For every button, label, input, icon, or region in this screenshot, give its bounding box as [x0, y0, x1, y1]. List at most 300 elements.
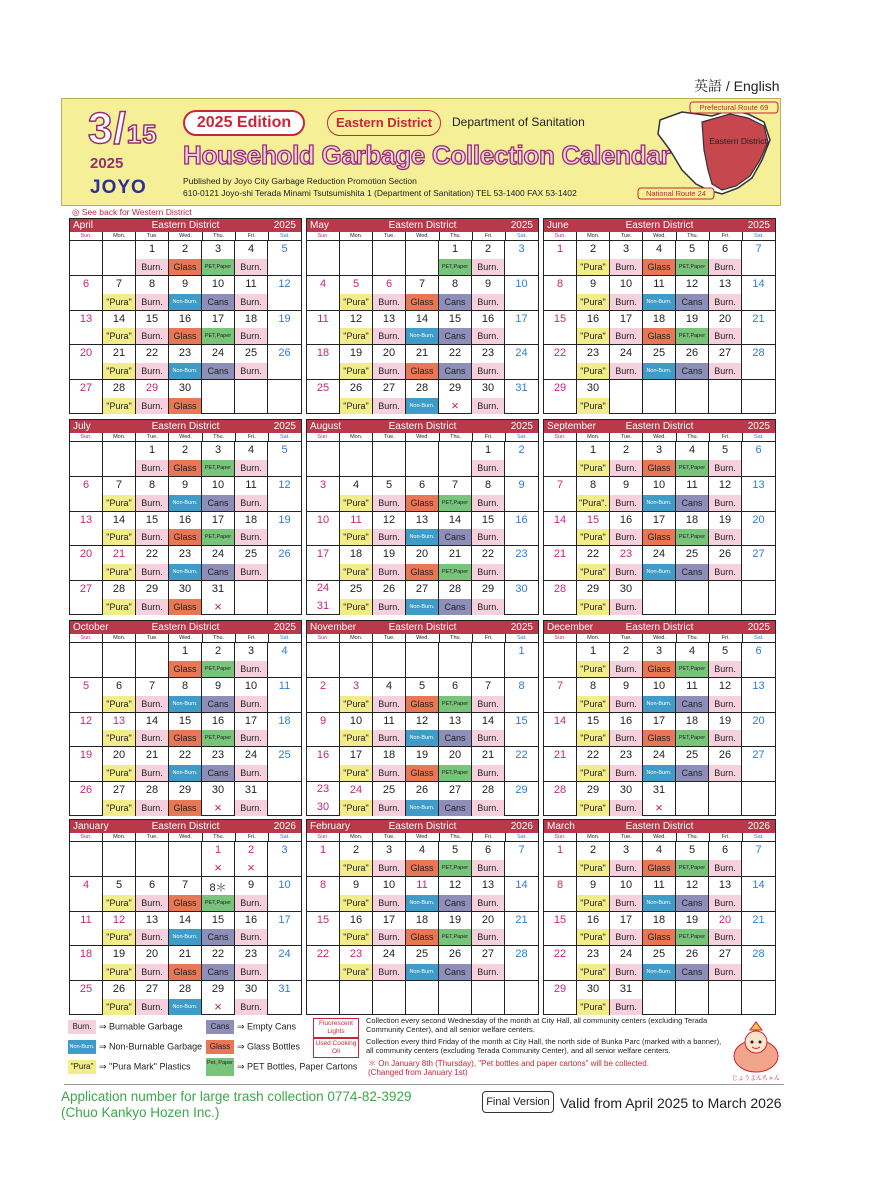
collection-tag: × [214, 598, 222, 614]
day-number: 1 [589, 645, 597, 657]
weekday-row [307, 433, 538, 441]
day-cell [505, 911, 538, 946]
day-number: 6 [721, 844, 729, 856]
weekday-label: Fri. [473, 833, 506, 841]
month-february [306, 819, 539, 1015]
month-name: July [73, 421, 91, 432]
day-number: 14 [448, 513, 462, 526]
day-number: 5 [721, 645, 729, 657]
day-cell [235, 911, 268, 946]
weekday-label: Wed. [406, 833, 439, 841]
day-cell [505, 580, 538, 615]
day-number: 4 [319, 277, 327, 290]
day-cell [472, 712, 505, 747]
day-number: 2 [589, 844, 597, 856]
collection-tag: Non-Burn. [643, 765, 675, 781]
day-number: 23 [244, 948, 258, 961]
collection-tag: PET,Paper [676, 259, 708, 275]
legend-glass [206, 1040, 300, 1054]
weekday-row [70, 833, 301, 841]
collection-tag: Burn. [472, 259, 504, 275]
collection-tag: PET,Paper [202, 259, 234, 275]
collection-tag: Burn. [136, 495, 168, 511]
non-label: ⇒ Non-Burnable Garbage [99, 1041, 203, 1052]
map-district-label: Eastern District [709, 136, 767, 146]
day-number: 13 [79, 312, 93, 325]
collection-tag: "Pura" [340, 529, 372, 545]
month-district: Eastern District [625, 622, 694, 633]
day-number: 8 [556, 277, 564, 290]
collection-tag: "Pura" [340, 964, 372, 980]
day-number: 21 [448, 548, 462, 561]
day-number: 29 [553, 983, 567, 996]
day-number: 16 [178, 513, 192, 526]
day-cell [742, 945, 775, 980]
weekday-label: Tue. [373, 634, 406, 642]
day-number: 21 [515, 913, 528, 926]
day-cell [307, 310, 340, 345]
day-number: 3 [281, 844, 288, 856]
month-header [544, 820, 775, 833]
weekday-label: Tue. [610, 634, 643, 642]
collection-tag: Cans [439, 328, 471, 344]
weekday-label: Mon. [577, 634, 610, 642]
day-number: 28 [178, 983, 192, 996]
day-number: 16 [586, 913, 600, 926]
day-number: 19 [685, 312, 699, 325]
collection-tag: Glass [643, 460, 675, 476]
day-number: 5 [352, 277, 360, 290]
collection-tag: "Pura" [103, 398, 135, 414]
day-number: 31 [316, 600, 330, 613]
collection-tag: Burn. [709, 495, 741, 511]
month-year: 2025 [747, 421, 770, 432]
day-number: 28 [553, 784, 567, 797]
day-cell [70, 580, 103, 615]
collection-tag: Cans [439, 294, 471, 310]
day-cell [340, 712, 373, 747]
day-grid [307, 441, 538, 615]
collection-tag: Burn. [472, 860, 504, 876]
day-number: 15 [316, 913, 330, 926]
day-number: 15 [586, 714, 600, 727]
day-number: 27 [718, 347, 732, 360]
day-number: 19 [382, 548, 396, 561]
day-cell [235, 876, 268, 911]
day-number: 24 [515, 347, 528, 360]
collection-tag: Burn. [610, 328, 642, 344]
day-cell [610, 379, 643, 414]
collection-tag: Burn. [373, 765, 405, 781]
weekday-label: Thu. [203, 833, 236, 841]
day-cell [136, 980, 169, 1015]
cans-swatch: Cans [206, 1020, 234, 1034]
month-header [70, 219, 301, 232]
day-number: 8 [518, 679, 525, 692]
day-number: 13 [382, 312, 396, 325]
day-cell [169, 911, 202, 946]
day-number: 30 [211, 784, 225, 797]
month-december [543, 620, 776, 816]
day-number: 28 [145, 784, 159, 797]
day-cell [676, 980, 709, 1015]
day-cell [544, 876, 577, 911]
day-cell [610, 580, 643, 615]
day-number: 25 [349, 583, 363, 596]
day-cell [742, 580, 775, 615]
day-number: 29 [586, 784, 600, 797]
day-cell [742, 240, 775, 275]
month-year: 2026 [273, 821, 296, 832]
day-cell [406, 275, 439, 310]
day-number: 16 [619, 714, 633, 727]
day-cell [202, 677, 235, 712]
day-cell [709, 379, 742, 414]
day-cell [340, 240, 373, 275]
day-grid [307, 642, 538, 816]
collection-tag: PET,Paper [202, 529, 234, 545]
collection-tag: Glass [643, 529, 675, 545]
collection-tag: Cans [676, 964, 708, 980]
day-grid [70, 841, 301, 1015]
day-cell [577, 275, 610, 310]
collection-tag: "Pura" [103, 696, 135, 712]
day-cell [70, 980, 103, 1015]
day-cell [544, 240, 577, 275]
day-cell [103, 310, 136, 345]
day-cell [505, 379, 538, 414]
weekday-row [544, 833, 775, 841]
month-district: Eastern District [625, 220, 694, 231]
edition-badge: 2025 Edition [183, 110, 305, 136]
day-number: 17 [211, 513, 225, 526]
day-number: 29 [586, 583, 600, 596]
collection-tag: Burn. [709, 294, 741, 310]
day-number: 11 [80, 913, 92, 926]
day-number: 1 [556, 844, 564, 856]
day-cell [505, 310, 538, 345]
day-cell [406, 642, 439, 677]
collection-tag: Burn. [373, 328, 405, 344]
weekday-label: Sun. [544, 433, 577, 441]
day-cell [406, 379, 439, 414]
day-cell [676, 945, 709, 980]
day-cell [136, 240, 169, 275]
collection-tag: "Pura" [103, 895, 135, 911]
day-number: 4 [688, 444, 696, 456]
collection-tag: "Pura" [340, 564, 372, 580]
collection-tag: Burn. [610, 259, 642, 275]
day-number: 26 [415, 784, 429, 797]
day-cell [406, 945, 439, 980]
day-number: 1 [214, 844, 222, 856]
collection-tag: Non-Burn. [406, 730, 438, 746]
weekday-label: Mon. [340, 232, 373, 240]
day-number: 8 [148, 478, 156, 491]
day-cell [505, 746, 538, 781]
day-number: 23 [619, 749, 633, 762]
weekday-label: Sat. [517, 635, 527, 641]
collection-tag: Non-Burn. [406, 398, 438, 414]
collection-tag: "Pura" [577, 730, 609, 746]
day-number: 2 [589, 243, 597, 255]
collection-tag: PET,Paper [439, 495, 471, 511]
day-number: 1 [148, 444, 156, 456]
day-cell [268, 911, 301, 946]
collection-tag: PET,Paper [202, 328, 234, 344]
day-cell [169, 876, 202, 911]
collection-tag: "Pura" [577, 765, 609, 781]
collection-tag: Glass [406, 765, 438, 781]
day-cell [235, 841, 268, 876]
weekday-label: Wed. [643, 833, 676, 841]
day-number: 7 [148, 679, 156, 692]
collection-tag: PET,Paper [439, 564, 471, 580]
day-number: 24 [619, 948, 633, 961]
collection-tag: Burn. [610, 529, 642, 545]
day-cell [70, 344, 103, 379]
weekday-label: Tue. [136, 433, 169, 441]
day-number: 24 [652, 548, 666, 561]
day-number: 10 [515, 277, 528, 290]
day-number: 8 [589, 679, 597, 692]
day-cell [235, 511, 268, 546]
day-number: 8 [181, 679, 189, 692]
day-cell [406, 476, 439, 511]
day-number: 16 [316, 749, 330, 762]
weekday-label: Sun. [70, 433, 103, 441]
month-name: March [547, 821, 575, 832]
day-number: 21 [415, 347, 429, 360]
collection-tag: Cans [202, 765, 234, 781]
collection-tag: Burn. [472, 895, 504, 911]
weekday-label: Tue. [136, 833, 169, 841]
collection-tag: "Pura" [103, 363, 135, 379]
collection-tag: Non-Burn. [406, 895, 438, 911]
day-cell [235, 545, 268, 580]
collection-tag: Burn. [610, 765, 642, 781]
day-number: 30 [586, 382, 600, 395]
collection-tag: PET,Paper [676, 929, 708, 945]
day-cell [70, 476, 103, 511]
collection-tag: PET,Paper [439, 696, 471, 712]
day-number: 24 [244, 749, 258, 762]
day-number: 11 [278, 679, 291, 692]
day-number: 4 [385, 679, 393, 692]
weekday-label: Thu. [440, 634, 473, 642]
day-cell [472, 911, 505, 946]
collection-tag: Burn. [472, 765, 504, 781]
weekday-label: Sat. [280, 233, 290, 239]
day-number: 11 [686, 679, 698, 692]
burn-swatch: Burn. [68, 1020, 96, 1034]
pet-swatch: Pet, Paper [206, 1058, 234, 1076]
weekday-label: Tue. [373, 232, 406, 240]
collection-tag: Glass [643, 328, 675, 344]
day-number: 17 [619, 913, 633, 926]
day-number: 5 [115, 878, 123, 891]
day-cell [676, 441, 709, 476]
collection-tag: Cans [676, 363, 708, 379]
day-cell [406, 310, 439, 345]
collection-tag: Burn. [235, 800, 267, 816]
day-number: 18 [652, 913, 666, 926]
day-number: 3 [655, 645, 663, 657]
day-number: 10 [652, 679, 666, 692]
day-cell [544, 841, 577, 876]
day-cell [103, 911, 136, 946]
weekday-label: Sun. [307, 433, 340, 441]
day-number: 14 [553, 714, 567, 727]
day-number: 7 [115, 277, 123, 290]
month-year: 2025 [273, 220, 296, 231]
final-version-badge: Final Version [482, 1091, 554, 1113]
day-cell [472, 441, 505, 476]
day-number: 26 [382, 583, 396, 596]
day-cell [742, 379, 775, 414]
day-number: 18 [79, 948, 93, 961]
day-number: 14 [481, 714, 495, 727]
weekday-row [70, 232, 301, 240]
day-cell [70, 310, 103, 345]
day-cell [136, 677, 169, 712]
day-number: 6 [484, 844, 492, 856]
day-number: 10 [382, 878, 396, 891]
weekday-label: Fri. [710, 634, 743, 642]
collection-tag: Burn. [373, 929, 405, 945]
weekday-label: Thu. [677, 634, 710, 642]
collection-tag: Burn. [136, 765, 168, 781]
collection-tag: Burn. [235, 294, 267, 310]
day-number: 23 [586, 347, 600, 360]
day-number: 13 [145, 913, 159, 926]
collection-tag: Glass [169, 259, 201, 275]
month-name: December [547, 622, 594, 633]
day-cell [676, 545, 709, 580]
day-cell [577, 841, 610, 876]
day-cell [268, 545, 301, 580]
month-header [70, 820, 301, 833]
day-cell [577, 476, 610, 511]
day-cell [268, 441, 301, 476]
day-cell [202, 911, 235, 946]
day-cell [70, 379, 103, 414]
department-label: Department of Sanitation [452, 115, 585, 129]
day-cell [505, 642, 538, 677]
collection-tag: Burn. [136, 363, 168, 379]
collection-tag: Burn. [610, 661, 642, 677]
month-header [544, 219, 775, 232]
day-number: 14 [112, 312, 126, 325]
day-cell [169, 580, 202, 615]
day-number: 22 [481, 548, 495, 561]
day-cell [307, 379, 340, 414]
month-year: 2025 [747, 622, 770, 633]
weekday-label: Tue. [373, 433, 406, 441]
day-number: 30 [178, 382, 192, 395]
day-number: 23 [481, 347, 495, 360]
day-number: 25 [382, 784, 396, 797]
day-cell [169, 642, 202, 677]
day-cell [340, 746, 373, 781]
day-number: 26 [349, 382, 363, 395]
day-cell [373, 677, 406, 712]
collection-tag: Burn. [373, 730, 405, 746]
collection-tag: Burn. [136, 929, 168, 945]
day-cell [103, 712, 136, 747]
language-label: 英語 / English [694, 78, 780, 94]
collection-tag: Non-Burn. [169, 765, 201, 781]
month-header [544, 420, 775, 433]
day-number: 2 [247, 844, 255, 856]
day-cell [577, 911, 610, 946]
day-number: 3 [247, 645, 255, 657]
day-cell [202, 310, 235, 345]
day-cell [742, 841, 775, 876]
day-cell [505, 980, 538, 1015]
day-cell [340, 841, 373, 876]
day-cell [373, 511, 406, 546]
collection-tag: PET,Paper [676, 860, 708, 876]
day-cell [70, 841, 103, 876]
day-cell [169, 511, 202, 546]
collection-tag: Non-Burn. [643, 964, 675, 980]
day-number: 5 [451, 844, 459, 856]
day-cell [439, 841, 472, 876]
collection-tag: "Pura" [340, 495, 372, 511]
collection-tag: "Pura" [577, 460, 609, 476]
month-district: Eastern District [151, 421, 220, 432]
day-cell [406, 712, 439, 747]
day-number: 13 [415, 513, 429, 526]
day-number: 15 [481, 513, 495, 526]
collection-tag: Non-Burn. [406, 964, 438, 980]
month-year: 2025 [273, 622, 296, 633]
day-number: 3 [214, 444, 222, 456]
day-cell [472, 876, 505, 911]
day-number: 12 [415, 714, 429, 727]
day-cell [742, 980, 775, 1015]
day-cell [136, 841, 169, 876]
collection-tag: "Pura" [577, 964, 609, 980]
day-number: 1 [319, 844, 327, 856]
day-number: 21 [752, 913, 765, 926]
day-cell [103, 746, 136, 781]
day-number: 27 [448, 784, 462, 797]
collection-tag: Burn. [235, 895, 267, 911]
day-number: 8＊ [209, 881, 227, 894]
weekday-label: Fri. [710, 232, 743, 240]
day-cell [439, 677, 472, 712]
collection-tag: Non-Burn. [169, 363, 201, 379]
weekday-label: Fri. [473, 433, 506, 441]
day-number: 16 [619, 513, 633, 526]
day-cell [610, 310, 643, 345]
weekday-label: Sun. [307, 833, 340, 841]
day-cell [136, 781, 169, 816]
collection-tag: "Pura" [103, 964, 135, 980]
month-name: November [310, 622, 357, 633]
month-name: May [310, 220, 329, 231]
glass-swatch: Glass [206, 1040, 234, 1054]
day-cell [505, 712, 538, 747]
weekday-label: Sun. [70, 833, 103, 841]
day-cell [544, 580, 577, 615]
collection-tag: Burn. [472, 363, 504, 379]
issue-year: 2025 [90, 155, 124, 172]
day-cell [373, 712, 406, 747]
day-cell [235, 677, 268, 712]
